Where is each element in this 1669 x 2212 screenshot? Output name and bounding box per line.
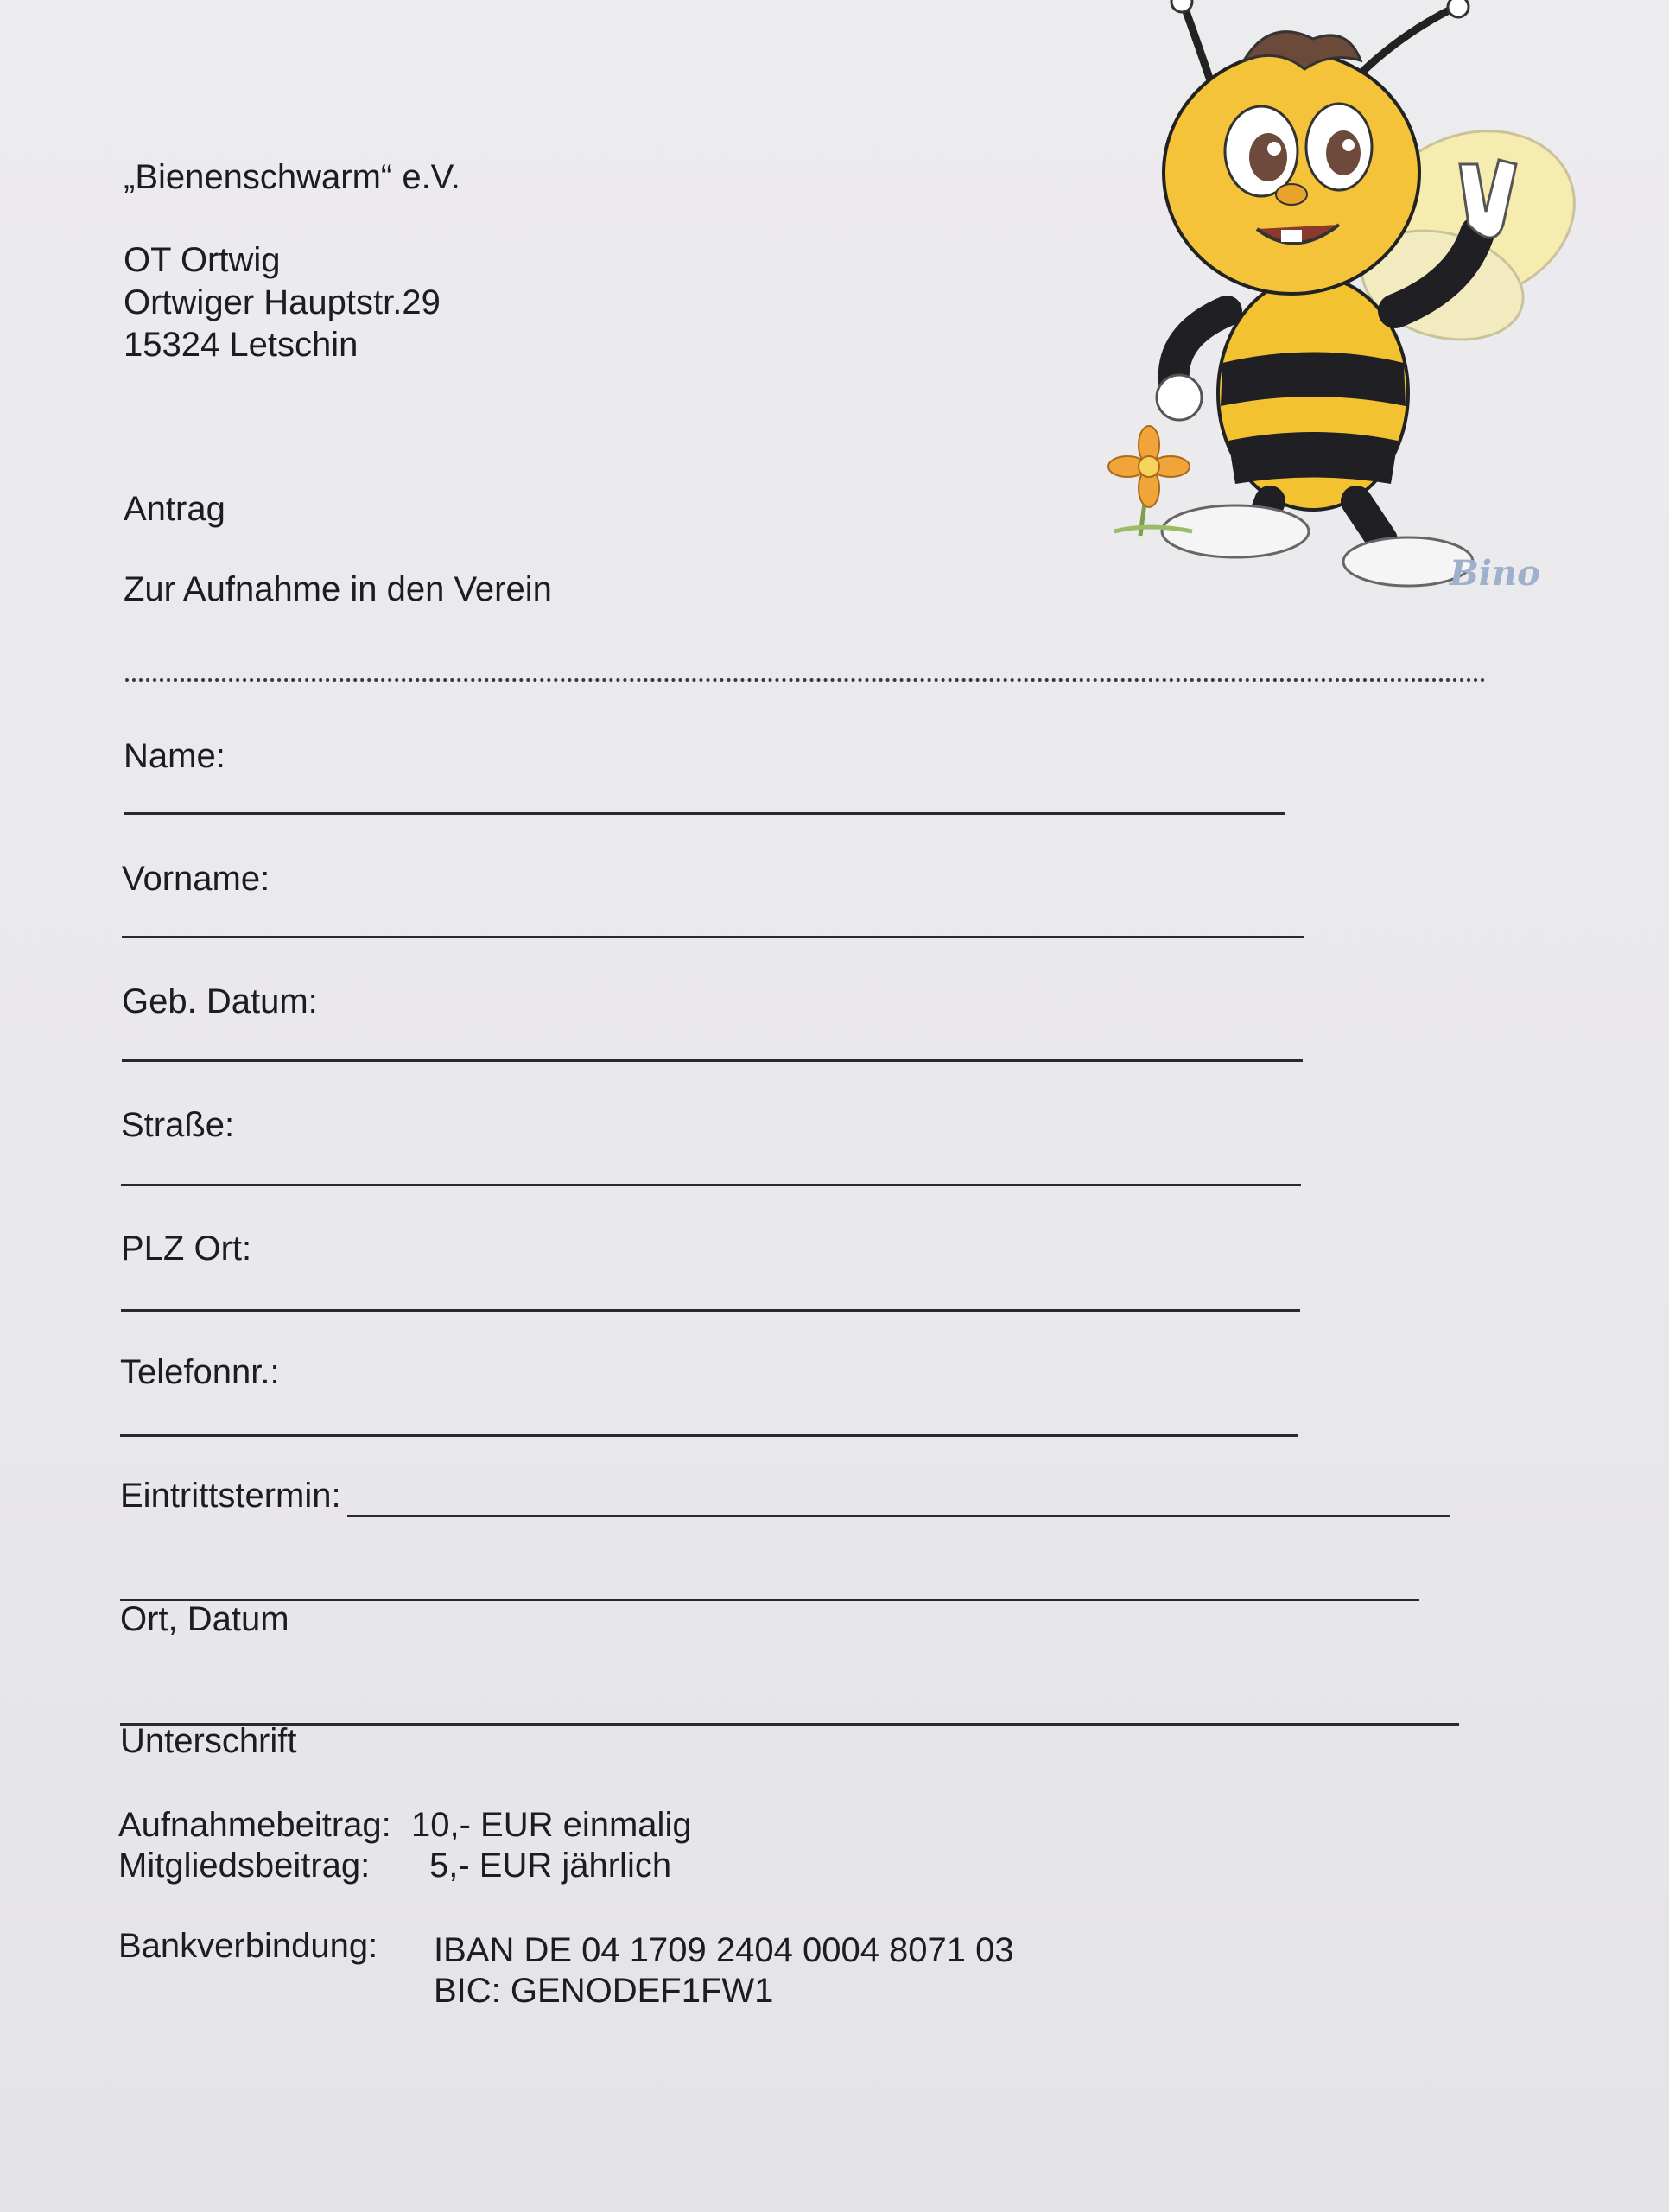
address-line-2: Ortwiger Hauptstr.29 (124, 283, 441, 321)
field-line-entry-date[interactable] (347, 1515, 1450, 1517)
field-line-zip-city[interactable] (121, 1309, 1300, 1312)
fee-membership-label: Mitgliedsbeitrag: (118, 1847, 371, 1885)
field-label-zip-city: PLZ Ort: (121, 1230, 252, 1268)
bee-mascot-icon (1097, 0, 1615, 605)
organization-name: „Bienenschwarm“ e.V. (124, 158, 460, 196)
field-label-entry-date: Eintrittstermin: (120, 1477, 341, 1515)
document-type: Antrag (124, 490, 225, 528)
address-line-1: OT Ortwig (124, 241, 281, 279)
field-line-birthdate[interactable] (122, 1059, 1303, 1062)
document-subtitle: Zur Aufnahme in den Verein (124, 570, 552, 608)
field-line-vorname[interactable] (122, 936, 1304, 938)
field-label-street: Straße: (121, 1106, 235, 1144)
field-label-signature: Unterschrift (120, 1722, 297, 1760)
field-line-street[interactable] (121, 1184, 1301, 1186)
field-line-name[interactable] (124, 812, 1285, 815)
field-line-signature[interactable] (120, 1723, 1459, 1726)
bank-bic: BIC: GENODEF1FW1 (434, 1972, 774, 2010)
fee-admission-value: 10,- EUR einmalig (411, 1806, 692, 1844)
field-label-name: Name: (124, 737, 225, 775)
fee-membership-value: 5,- EUR jährlich (429, 1847, 672, 1885)
field-label-birthdate: Geb. Datum: (122, 982, 318, 1020)
field-label-vorname: Vorname: (122, 860, 270, 898)
field-label-place-date: Ort, Datum (120, 1600, 289, 1638)
mascot-name: Bino (1450, 553, 1540, 594)
fee-admission-label: Aufnahmebeitrag: (118, 1806, 391, 1844)
field-line-phone[interactable] (120, 1434, 1298, 1437)
field-line-place-date[interactable] (120, 1599, 1419, 1601)
dotted-separator (125, 678, 1486, 682)
field-label-phone: Telefonnr.: (120, 1353, 280, 1391)
bank-label: Bankverbindung: (118, 1927, 378, 1965)
address-line-3: 15324 Letschin (124, 326, 359, 364)
bank-iban: IBAN DE 04 1709 2404 0004 8071 03 (434, 1931, 1014, 1969)
